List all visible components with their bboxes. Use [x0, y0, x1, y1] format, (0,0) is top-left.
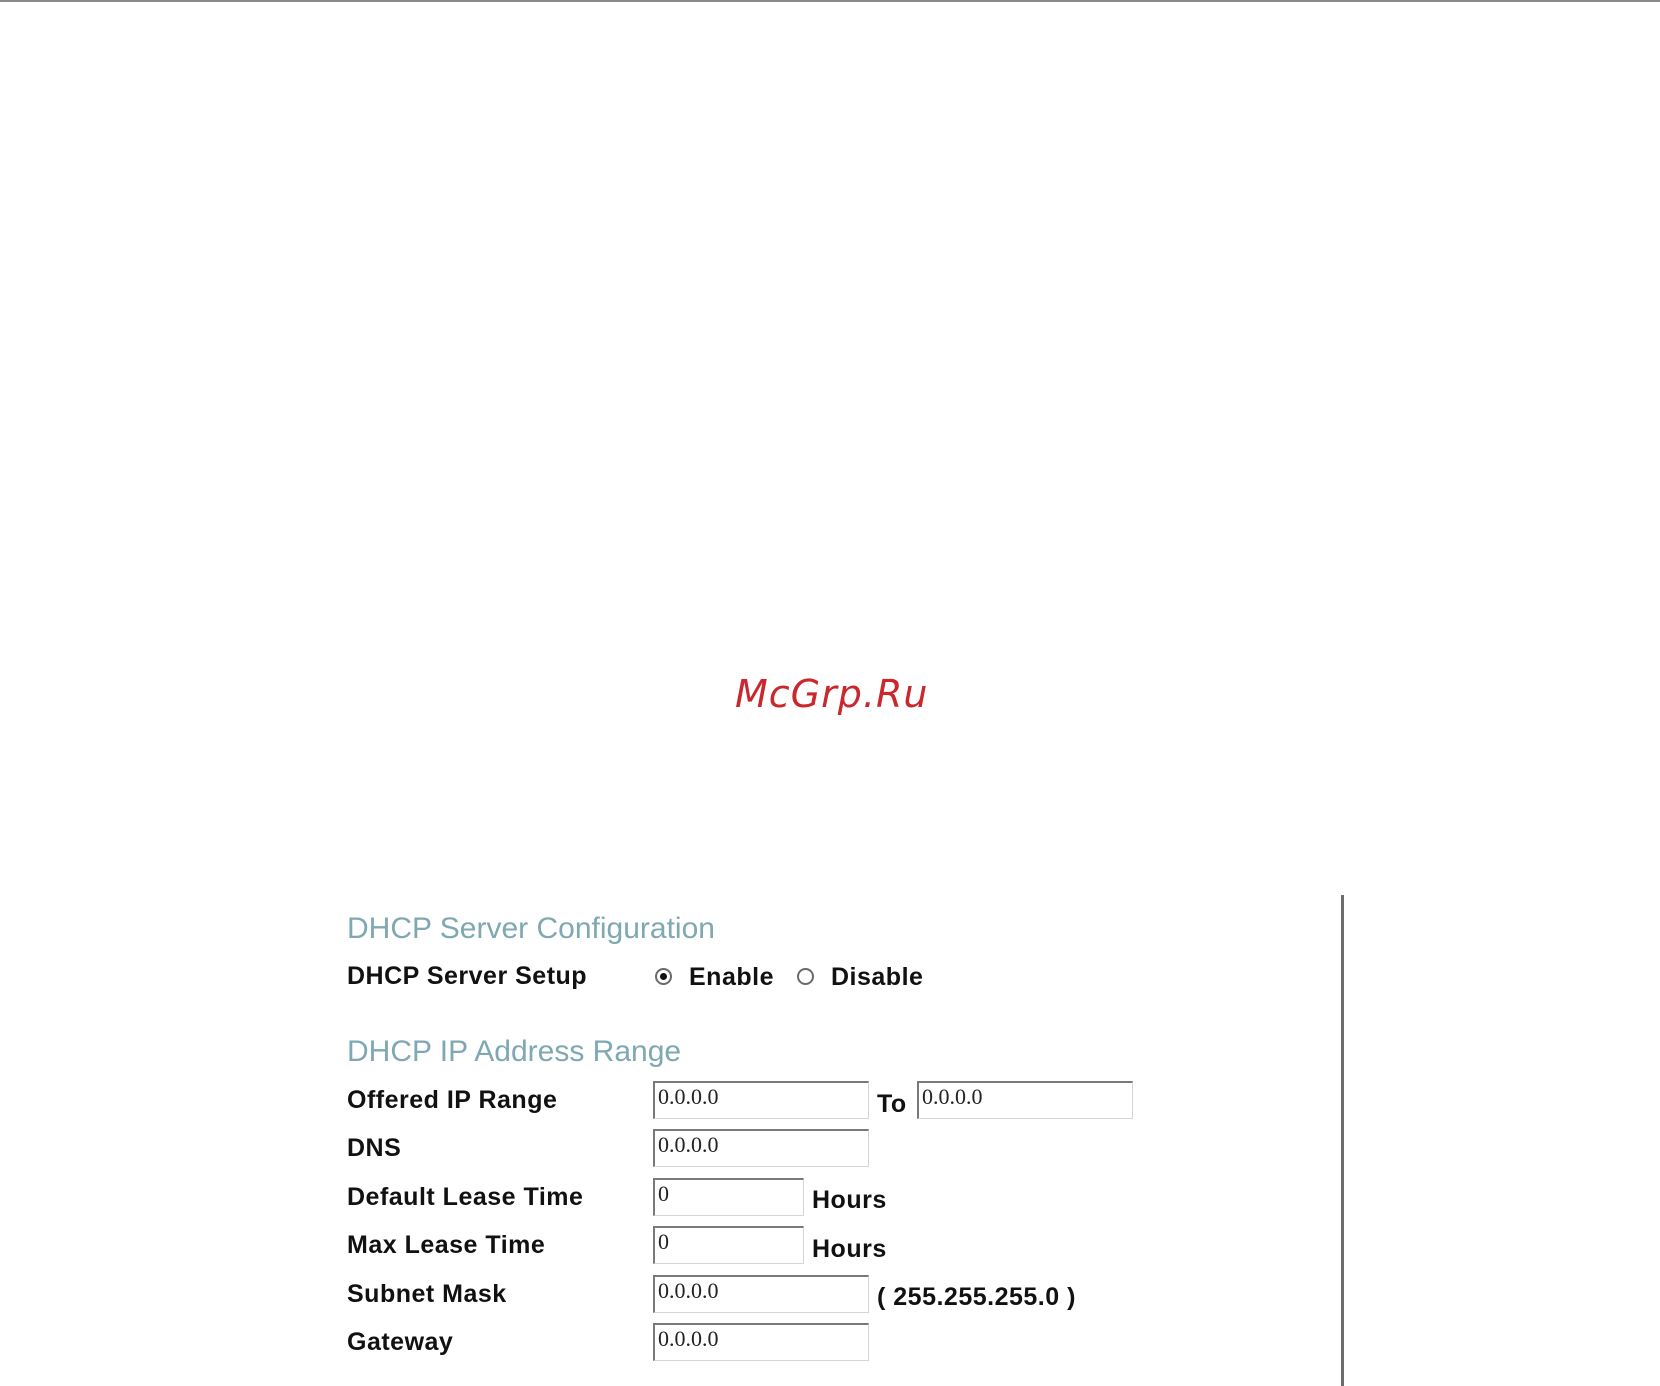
max-lease-time-input[interactable]: 0 — [653, 1226, 804, 1264]
offered-ip-from-input[interactable]: 0.0.0.0 — [653, 1081, 869, 1119]
disable-radio-label[interactable]: Disable — [831, 963, 924, 991]
to-label: To — [877, 1090, 907, 1118]
dhcp-ip-address-range-title: DHCP IP Address Range — [347, 1035, 682, 1068]
enable-radio-label[interactable]: Enable — [689, 963, 774, 991]
max-lease-unit: Hours — [812, 1235, 887, 1263]
subnet-mask-input[interactable]: 0.0.0.0 — [653, 1275, 869, 1313]
subnet-mask-label: Subnet Mask — [347, 1280, 507, 1308]
gateway-input[interactable]: 0.0.0.0 — [653, 1323, 869, 1361]
offered-ip-range-label: Offered IP Range — [347, 1086, 558, 1114]
dhcp-server-setup-label: DHCP Server Setup — [347, 962, 588, 990]
gateway-label: Gateway — [347, 1328, 454, 1356]
default-lease-time-label: Default Lease Time — [347, 1183, 584, 1211]
max-lease-time-label: Max Lease Time — [347, 1231, 546, 1259]
dhcp-server-configuration-title: DHCP Server Configuration — [347, 912, 715, 945]
enable-radio[interactable] — [655, 968, 672, 985]
subnet-mask-hint: ( 255.255.255.0 ) — [877, 1283, 1076, 1311]
dns-label: DNS — [347, 1134, 402, 1162]
default-lease-unit: Hours — [812, 1186, 887, 1214]
top-rule — [0, 0, 1660, 2]
disable-radio[interactable] — [797, 968, 814, 985]
radio-selected-dot — [660, 973, 667, 980]
offered-ip-to-input[interactable]: 0.0.0.0 — [917, 1081, 1133, 1119]
default-lease-time-input[interactable]: 0 — [653, 1178, 804, 1216]
watermark: McGrp.Ru — [735, 672, 929, 716]
dns-input[interactable]: 0.0.0.0 — [653, 1129, 869, 1167]
panel-divider — [1341, 895, 1344, 1386]
